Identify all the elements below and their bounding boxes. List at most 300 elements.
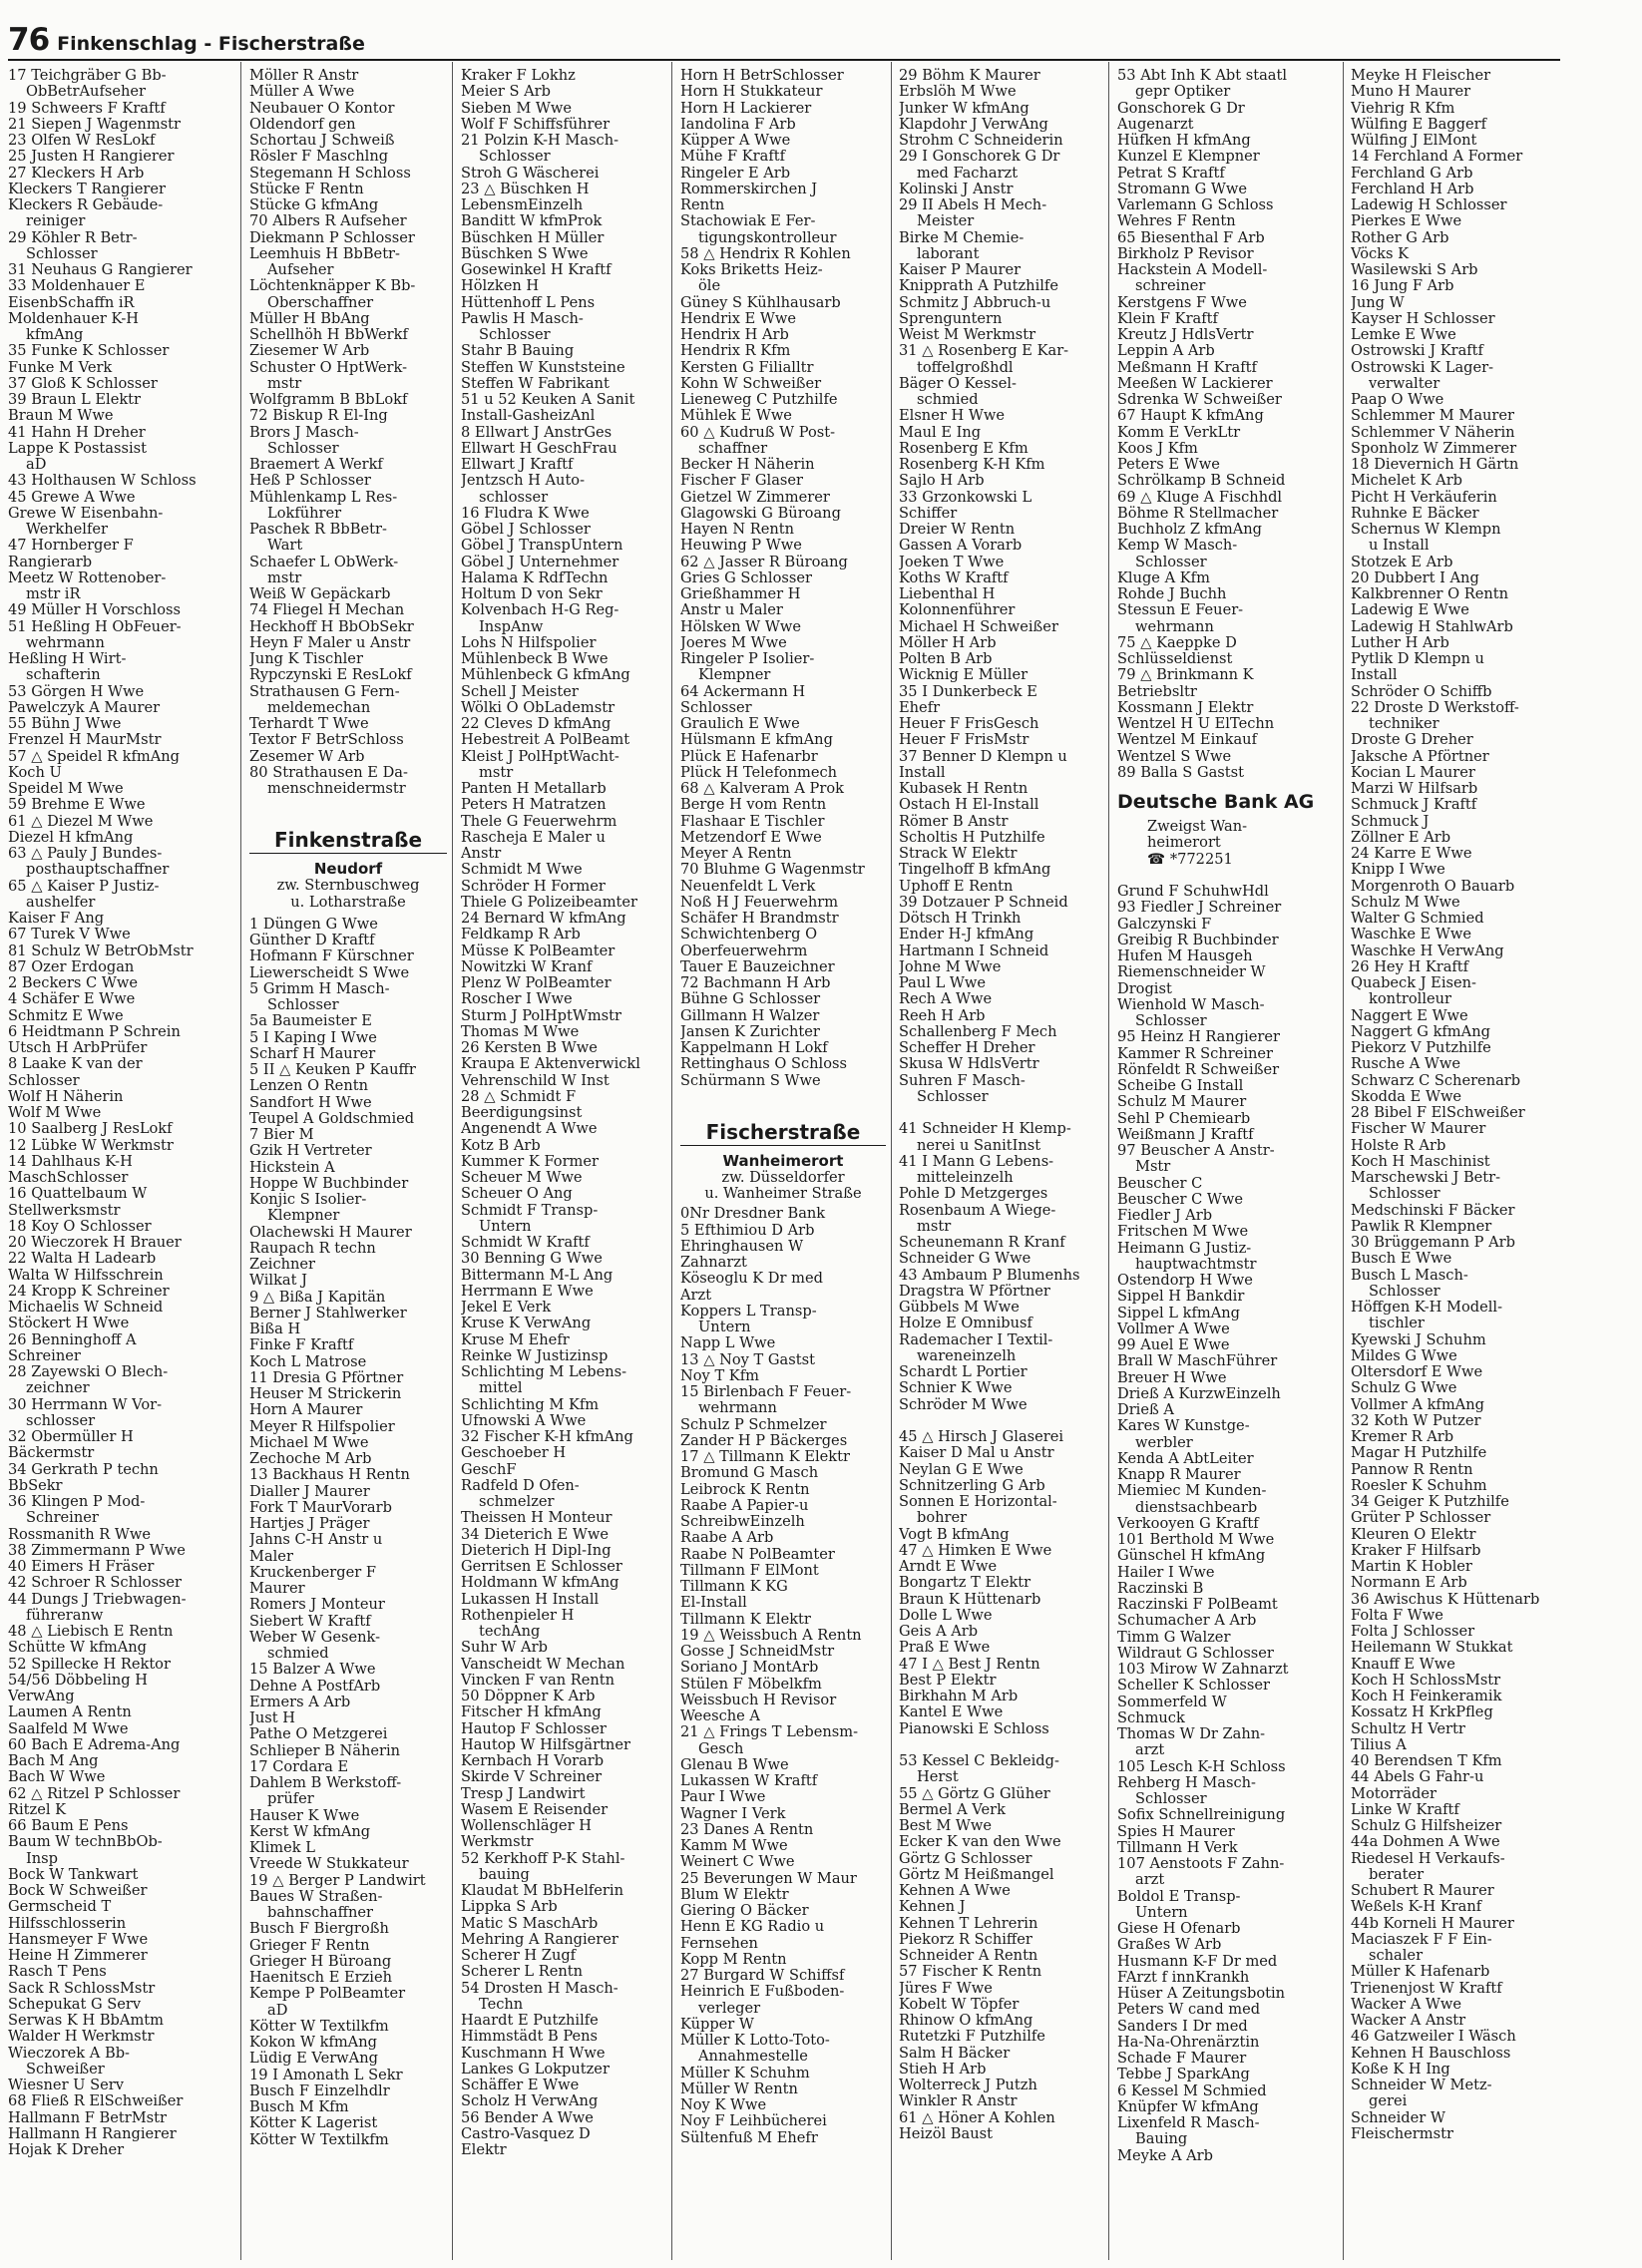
directory-entry-line: Olachewski H Maurer [249, 1224, 412, 1241]
directory-entry-line: Schmidt W Kraftf [461, 1235, 590, 1251]
directory-entry-line: 61 △ Diezel M Wwe [8, 813, 154, 830]
directory-entry-line: Sieben M Wwe [461, 100, 573, 117]
directory-entry-line: Kokon W kfmAng [249, 2035, 377, 2051]
directory-entry-line: hauptwachtmstr [1135, 1256, 1257, 1273]
directory-entry-line: 45 Grewe A Wwe [8, 489, 136, 506]
directory-entry-line: Sehl P Chemiearb [1117, 1110, 1251, 1127]
directory-entry-line: Schultz H Vertr [1351, 1720, 1465, 1737]
directory-entry-line: Schmitz J Abbruch-u [899, 294, 1051, 311]
directory-entry-line: 39 Dotzauer P Schneid [899, 894, 1068, 911]
directory-entry-line: Fischer W Maurer [1351, 1121, 1486, 1138]
directory-entry-line: 70 Bluhme G Wagenmstr [680, 862, 865, 879]
directory-entry-line: Noy T Kfm [680, 1367, 759, 1384]
directory-entry-line: Haenitsch E Erzieh [249, 1970, 393, 1986]
directory-entry-line: Leppin A Arb [1117, 343, 1215, 360]
entry-list [8, 68, 236, 2158]
directory-entry-line: Mühlenkamp L Res- [249, 489, 398, 506]
directory-entry-line: Schwarz C Scherenarb [1351, 1072, 1521, 1089]
directory-entry-line: Scherer H Zugf [461, 1948, 577, 1964]
directory-entry-line: Werkmstr [461, 1834, 534, 1851]
directory-entry-line: Napp L Wwe [680, 1335, 776, 1352]
directory-entry-line: 48 △ Liebisch E Rentn [8, 1624, 174, 1640]
directory-entry-line: Ruhnke E Bäcker [1351, 505, 1479, 522]
directory-entry-line: Kraker F Lokhz [461, 68, 576, 84]
entry-list [1117, 868, 1339, 2164]
directory-entry-line: Kleckers R Gebäude- [8, 197, 164, 213]
directory-entry-line: 44b Korneli H Maurer [1351, 1915, 1514, 1932]
directory-entry-line: bauing [479, 1866, 530, 1883]
directory-entry-line: 22 Droste D Werkstoff- [1351, 699, 1519, 716]
column-5 [899, 68, 1104, 2262]
directory-entry-line: Castro-Vasquez D [461, 2125, 591, 2142]
directory-entry-line: Romers J Monteur [249, 1597, 385, 1614]
directory-entry-line: Holdmann W kfmAng [461, 1575, 619, 1592]
directory-entry-line: Ostrowski K Lager- [1351, 359, 1494, 376]
directory-entry-line: Dehne A PostfArb [249, 1678, 381, 1695]
directory-entry-line: 32 Obermüller H [8, 1429, 134, 1445]
directory-entry-line: 20 Dubbert I Ang [1351, 569, 1479, 586]
directory-entry-line: 50 Döppner K Arb [461, 1689, 596, 1704]
directory-entry-line: Stieh H Arb [899, 2061, 987, 2078]
directory-entry-line: Meier S Arb [461, 84, 551, 101]
directory-entry-line: Höffgen K-H Modell- [1351, 1300, 1503, 1316]
directory-entry-line: Ecker K van den Wwe [899, 1834, 1061, 1851]
district-boundary: u. Wanheimer Straße [704, 1185, 862, 1202]
directory-entry-line: Rohde J Buchh [1117, 586, 1227, 602]
directory-entry-line: Pannow R Rentn [1351, 1461, 1473, 1478]
directory-entry-line: Skodda E Wwe [1351, 1088, 1462, 1105]
directory-entry-line: 8 Laake K van der [8, 1056, 143, 1073]
directory-entry-line: schmied [267, 1646, 329, 1662]
directory-entry-line: Martin K Hobler [1351, 1559, 1472, 1575]
directory-entry-line: Hojak K Dreher [8, 2142, 125, 2158]
directory-entry-line: gepr Optiker [1135, 84, 1231, 101]
directory-entry-line: Wentzel M Einkauf [1117, 732, 1257, 749]
directory-entry-line: Paap O Wwe [1351, 392, 1444, 408]
directory-entry-line: Teupel A Goldschmied [249, 1110, 415, 1127]
directory-entry-line: Luther H Arb [1351, 634, 1449, 651]
directory-entry-line: 57 △ Speidel R kfmAng [8, 748, 180, 765]
directory-entry-line: Install-GasheizAnl [461, 408, 596, 425]
directory-entry-line: Ringeler E Arb [680, 165, 791, 182]
directory-entry-line: Liebenthal H [899, 586, 996, 602]
entry-list [1351, 68, 1560, 2142]
directory-entry-line: Rother G Arb [1351, 229, 1449, 246]
directory-entry-line: Hendrix R Kfm [680, 343, 791, 360]
directory-entry-line: Stücke G kfmAng [249, 197, 379, 213]
directory-entry-line: Müller K Schuhm [680, 2065, 810, 2081]
directory-entry-line: Ostach H El-Install [899, 797, 1039, 814]
directory-entry-line: Schulz M Wwe [1351, 894, 1460, 911]
directory-entry-line: Sajlo H Arb [899, 473, 985, 490]
directory-entry-line: Bock W Tankwart [8, 1866, 139, 1883]
directory-entry-line: Büschken H Müller [461, 229, 605, 246]
directory-entry-line: Tillmann K KG [680, 1579, 788, 1595]
directory-entry-line: Thomas M Wwe [461, 1023, 580, 1040]
directory-entry-line: 5 Grimm H Masch- [249, 980, 390, 997]
directory-entry-line: Busch F Biergroßh [249, 1921, 389, 1938]
directory-entry-line: Schellhöh H BbWerkf [249, 327, 408, 343]
directory-entry-line: Ehefr [899, 699, 941, 716]
directory-entry-line: Tingelhoff B kfmAng [899, 862, 1051, 879]
directory-entry-line: Heuer F FrisGesch [899, 716, 1039, 732]
directory-entry-line: Wagner I Verk [680, 1805, 786, 1822]
directory-entry-line: 46 Gatzweiler I Wäsch [1351, 2029, 1516, 2046]
directory-entry-line: Naggert E Wwe [1351, 1007, 1468, 1024]
directory-entry-line: Brall W MaschFührer [1117, 1353, 1278, 1370]
directory-entry-line: Boldol E Transp- [1117, 1888, 1241, 1905]
directory-entry-line: Heinrich E Fußboden- [680, 1984, 845, 2001]
directory-entry-line: Tebbe J SparkAng [1117, 2067, 1250, 2083]
directory-entry-line: Schröder M Wwe [899, 1396, 1027, 1413]
directory-entry-line: Peters E Wwe [1117, 457, 1220, 473]
directory-entry-line: Install [1351, 667, 1398, 684]
directory-entry-line: Busch E Wwe [1351, 1251, 1452, 1268]
directory-entry-line: Beuscher C Wwe [1117, 1191, 1244, 1208]
directory-entry-line: Ufnowski A Wwe [461, 1412, 587, 1429]
directory-entry-line: 30 Benning G Wwe [461, 1251, 603, 1268]
directory-entry-line: 53 Kessel C Bekleidg- [899, 1753, 1059, 1769]
directory-entry-line: posthauptschaffner [26, 862, 170, 879]
directory-entry-line: Fork T MaurVorarb [249, 1499, 392, 1516]
directory-entry-line: Husmann K-F Dr med [1117, 1953, 1278, 1970]
directory-entry-line: Iandolina F Arb [680, 116, 796, 133]
directory-entry-line: nerei u SanitInst [917, 1137, 1041, 1154]
directory-entry-line: Schneider A Rentn [899, 1948, 1038, 1964]
directory-entry-line: Koths W Kraftf [899, 569, 1009, 586]
directory-entry-line: Sanders I Dr med [1117, 2018, 1248, 2035]
directory-entry-line: Scheffer H Dreher [899, 1040, 1035, 1056]
directory-entry-line: Kersten G Filialltr [680, 359, 814, 376]
directory-entry-line: Müsse K PolBeamter [461, 943, 616, 959]
directory-entry-line: 12 Lübke W Werkmstr [8, 1137, 174, 1154]
directory-entry-line: Gietzel W Zimmerer [680, 489, 830, 506]
directory-entry-line: Lemke E Wwe [1351, 327, 1456, 343]
directory-entry-line: Meister [917, 213, 975, 230]
directory-entry-line: Folta F Wwe [1351, 1607, 1443, 1624]
directory-entry-line: Schlichting M Lebens- [461, 1364, 627, 1380]
directory-entry-line: Linke W Kraftf [1351, 1801, 1459, 1818]
directory-entry-line: Hallmann F BetrMstr [8, 2109, 167, 2126]
directory-entry-line: Weber W Gesenk- [249, 1629, 381, 1646]
directory-entry-line: Elsner H Wwe [899, 408, 1005, 425]
directory-entry-line: Thele G Feuerwehrm [461, 813, 617, 830]
directory-entry-line: Joeres M Wwe [680, 634, 787, 651]
directory-entry-line: Kohn W Schweißer [680, 375, 822, 392]
directory-entry-line: Ringeler P Isolier- [680, 651, 815, 667]
directory-entry-line: bohrer [917, 1510, 968, 1527]
directory-entry-line: Schlosser [267, 997, 339, 1013]
directory-entry-line: 53 Abt Inh K Abt staatl [1117, 68, 1288, 84]
entry-list [899, 68, 1104, 2142]
directory-entry-line: Betriebsltr [1117, 683, 1197, 700]
directory-entry-line: Schlosser [267, 440, 339, 457]
directory-entry-line: Schuster O HptWerk- [249, 359, 408, 376]
directory-entry-line: Müller H BbAng [249, 310, 370, 327]
directory-entry-line: Plenz W PolBeamter [461, 975, 612, 991]
directory-entry-line: Pohle D Metzgerges [899, 1186, 1048, 1203]
directory-entry-line: Kolinski J Anstr [899, 181, 1014, 197]
directory-entry-line: Wolterreck J Putzh [899, 2078, 1037, 2093]
directory-entry-line: Herst [917, 1769, 959, 1786]
directory-entry-line: 8 Ellwart J AnstrGes [461, 424, 613, 441]
directory-entry-line: Lippka S Arb [461, 1899, 558, 1916]
directory-entry-line: Dolle L Wwe [899, 1607, 993, 1624]
directory-entry-line: Grieger F Rentn [249, 1937, 370, 1954]
directory-entry-line: Lieneweg C Putzhilfe [680, 392, 838, 408]
directory-entry-line: Heßling H Wirt- [8, 651, 127, 667]
entry-list [461, 68, 666, 2158]
directory-entry-line: 27 Burgard W Schiffsf [680, 1968, 845, 1984]
directory-entry-line: Dialler J Maurer [249, 1483, 370, 1500]
directory-entry-line: Görtz G Schlosser [899, 1850, 1032, 1867]
directory-entry-line: Michelet K Arb [1351, 473, 1463, 490]
directory-entry-line: Berge H vom Rentn [680, 797, 827, 814]
directory-entry-line: mitteleinzelh [917, 1170, 1014, 1186]
directory-entry-line: Fischer F Glaser [680, 473, 803, 490]
directory-entry-line: LebensmEinzelh [461, 197, 584, 213]
directory-entry-line: Bäger O Kessel- [899, 375, 1017, 392]
directory-entry-line: Joeken T Wwe [899, 554, 1005, 570]
directory-entry-line: Herrmann E Wwe [461, 1283, 594, 1300]
district-name: Neudorf [313, 860, 383, 879]
directory-entry-line: Schäffer E Wwe [461, 2078, 580, 2093]
directory-entry-line: Vollmer A Wwe [1117, 1321, 1230, 1337]
directory-entry-line: Maul E Ing [899, 424, 982, 441]
directory-entry-line: Dieterich H Dipl-Ing [461, 1542, 612, 1559]
directory-entry-line: 21 Polzin K-H Masch- [461, 133, 619, 149]
directory-entry-line: Tillmann F ElMont [680, 1562, 819, 1579]
directory-entry-line: Pianowski E Schloss [899, 1720, 1049, 1737]
directory-entry-line: Fleischermstr [1351, 2125, 1453, 2142]
entry-list [249, 917, 447, 2148]
directory-entry-line: Hendrix H Arb [680, 327, 789, 343]
directory-entry-line: Stroh G Wäscherei [461, 165, 600, 182]
directory-entry-line: Rosenbaum A Wiege- [899, 1202, 1056, 1219]
directory-entry-line: 31 Neuhaus G Rangierer [8, 262, 193, 278]
directory-entry-line: Baues W Straßen- [249, 1888, 383, 1905]
directory-entry-line: Thiele G Polizeibeamter [461, 894, 638, 911]
directory-entry-line: Matic S MaschArb [461, 1915, 599, 1932]
directory-entry-line: Mühlenbeck G kfmAng [461, 667, 630, 684]
directory-entry-line: Techn [479, 1996, 524, 2013]
directory-entry-line: 41 Hahn H Dreher [8, 424, 146, 441]
directory-entry-line: Görtz M Heißmangel [899, 1866, 1054, 1883]
directory-entry-line: wehrmann [1135, 618, 1214, 635]
directory-entry-line: Scheuer O Ang [461, 1186, 573, 1203]
directory-entry-line: Funke M Verk [8, 359, 113, 376]
bank-advert-branch: Zweigst Wan- [1147, 818, 1248, 835]
directory-entry-line: 55 △ Görtz G Glüher [899, 1785, 1050, 1802]
directory-entry-line: 75 △ Kaeppke D [1117, 634, 1237, 651]
directory-entry-line: Raabe A Arb [680, 1530, 774, 1547]
directory-entry-line: Dragstra W Pförtner [899, 1283, 1050, 1300]
directory-entry-line: Germscheid T [8, 1899, 112, 1916]
directory-entry-line: Meyke A Arb [1117, 2147, 1213, 2164]
directory-entry-line: 4 Schäfer E Wwe [8, 991, 136, 1008]
directory-entry-line: Kolvenbach H-G Reg- [461, 602, 619, 619]
directory-entry-line: Kotz B Arb [461, 1137, 541, 1154]
directory-entry-line: Kossmann J Elektr [1117, 699, 1254, 716]
directory-entry-line: werbler [1135, 1434, 1193, 1451]
directory-entry-line: Hautop F Schlosser [461, 1720, 607, 1737]
directory-entry-line: Mühlek E Wwe [680, 408, 792, 425]
directory-entry-line: 66 Baum E Pens [8, 1818, 129, 1834]
directory-entry-line: Heuser M Strickerin [249, 1386, 402, 1402]
entry-list [680, 1206, 886, 2146]
directory-entry-line: Ladewig H StahlwArb [1351, 618, 1513, 635]
directory-entry-line: kfmAng [26, 327, 84, 343]
directory-entry-line: 13 △ Noy T Gastst [680, 1351, 815, 1368]
directory-entry-line: Terhardt T Wwe [249, 716, 369, 732]
directory-entry-line: Schlosser [680, 699, 752, 716]
directory-entry-line: Günschel H kfmAng [1117, 1548, 1266, 1565]
directory-entry-line: Meyer R Hilfspolier [249, 1418, 395, 1435]
directory-entry-line: 72 Biskup R El-Ing [249, 408, 388, 425]
directory-entry-line: Winkler R Anstr [899, 2093, 1018, 2110]
directory-entry-line: 68 Fließ R ElSchweißer [8, 2093, 184, 2110]
directory-entry-line: Rasch T Pens [8, 1964, 107, 1981]
directory-entry-line: Birkhahn M Arb [899, 1689, 1019, 1704]
directory-entry-line: Leibrock K Rentn [680, 1481, 810, 1498]
directory-entry-line: Motorräder [1351, 1785, 1437, 1802]
directory-entry-line: Wollenschläger H [461, 1818, 592, 1834]
directory-entry-line: Geis A Arb [899, 1624, 979, 1640]
directory-entry-line: Göbel J Schlosser [461, 522, 591, 538]
directory-entry-line: Mildes G Wwe [1351, 1347, 1457, 1364]
directory-entry-line: Berner J Stahlwerker [249, 1305, 407, 1322]
directory-entry-line: 36 Awischus K Hüttenarb [1351, 1591, 1540, 1608]
directory-entry-line: Busch F Einzelhdlr [249, 2082, 390, 2099]
directory-entry-line: 13 Backhaus H Rentn [249, 1467, 410, 1484]
directory-entry-line: Kyewski J Schuhm [1351, 1331, 1486, 1348]
directory-entry-line: Schmidt F Transp- [461, 1202, 599, 1219]
directory-entry-line: Komm E VerkLtr [1117, 424, 1241, 441]
directory-entry-line: Banditt W kfmProk [461, 213, 603, 230]
directory-entry-line: 45 △ Hirsch J Glaserei [899, 1429, 1064, 1445]
directory-entry-line: Schaefer L ObWerk- [249, 554, 399, 570]
directory-entry-line: Frenzel H MaurMstr [8, 732, 162, 749]
directory-entry-line: Pawlik R Klempner [1351, 1218, 1492, 1235]
directory-entry-line: Busch L Masch- [1351, 1267, 1468, 1284]
directory-entry-line: 51 Heßling H ObFeuer- [8, 618, 182, 635]
directory-entry-line: Tauer E Bauzeichner [680, 958, 835, 975]
directory-entry-line: Trienenjost W Kraftf [1351, 1980, 1502, 1997]
directory-entry-line: Muno H Maurer [1351, 84, 1471, 101]
directory-entry-line: Oltersdorf E Wwe [1351, 1364, 1483, 1380]
directory-entry-line: Reinke W Justizinsp [461, 1347, 609, 1364]
directory-entry-line: 41 I Mann G Lebens- [899, 1153, 1054, 1170]
directory-entry-line: Kunzel E Klempner [1117, 149, 1260, 166]
directory-entry-line: Sippel H Bankdir [1117, 1289, 1245, 1306]
directory-entry-line: Haardt E Putzhilfe [461, 2013, 599, 2029]
directory-entry-line: Mühe F Kraftf [680, 149, 786, 166]
directory-entry-line: BbSekr [8, 1477, 63, 1494]
directory-entry-line: Wülfing E Baggerf [1351, 116, 1487, 133]
directory-entry-line: Koch L Matrose [249, 1353, 367, 1370]
directory-entry-line: Verkooyen G Kraftf [1117, 1515, 1259, 1532]
directory-entry-line: 16 Jung F Arb [1351, 278, 1454, 295]
directory-entry-line: Pathe O Metzgerei [249, 1726, 388, 1743]
directory-entry-line: El-Install [680, 1595, 747, 1612]
directory-entry-line: Weinert C Wwe [680, 1854, 795, 1871]
directory-entry-line: Wasem E Reisender [461, 1801, 609, 1818]
directory-entry-line: laborant [917, 245, 980, 262]
directory-entry-line: Jung K Tischler [249, 651, 363, 667]
column-divider [1343, 62, 1344, 2260]
directory-entry-line: Moldenhauer K-H [8, 310, 140, 327]
directory-entry-line: Stücke F Rentn [249, 181, 364, 197]
directory-entry-line: 9 △ Bißa J Kapitän [249, 1289, 386, 1306]
directory-entry-line: 20 Wieczorek H Brauer [8, 1235, 182, 1251]
directory-entry-line: Blum W Elektr [680, 1886, 789, 1903]
directory-entry-line: 15 Birlenbach F Feuer- [680, 1384, 852, 1400]
directory-entry-line: Kehnen T Lehrerin [899, 1915, 1038, 1932]
directory-entry-line: 6 Kessel M Schmied [1117, 2082, 1267, 2099]
directory-entry-line: Müller K Hafenarb [1351, 1964, 1490, 1981]
directory-entry-line: Sdrenka W Schweißer [1117, 392, 1282, 408]
directory-entry-line: Heyn F Maler u Anstr [249, 634, 411, 651]
directory-entry-line: Rangierarb [8, 554, 93, 570]
district-name: Wanheimerort [722, 1151, 844, 1170]
directory-entry-line: Bißa H [249, 1322, 301, 1337]
directory-entry-line: Rademacher I Textil- [899, 1331, 1053, 1348]
directory-entry-line: Küpper W [680, 2016, 754, 2033]
directory-entry-line: gerei [1369, 2093, 1408, 2110]
directory-entry-line: Bach M Ang [8, 1753, 99, 1769]
directory-entry-line: Schallenberg F Mech [899, 1023, 1057, 1040]
directory-entry-line: Zander H P Bäckerges [680, 1432, 848, 1449]
directory-entry-line: Böhme R Stellmacher [1117, 505, 1279, 522]
directory-entry-line: Kraupa E Aktenverwickl [461, 1056, 640, 1073]
directory-entry-line: Schneider W Metz- [1351, 2078, 1492, 2093]
directory-entry-line: Sponholz W Zimmerer [1351, 440, 1517, 457]
directory-entry-line: 43 Ambaum P Blumenhs [899, 1267, 1080, 1284]
directory-entry-line: tischler [1369, 1316, 1425, 1332]
directory-entry-line: Weißmann J Kraftf [1117, 1126, 1254, 1143]
directory-entry-line: Bühne G Schlosser [680, 991, 821, 1008]
directory-entry-line: Kalkbrenner O Rentn [1351, 586, 1509, 602]
directory-entry-line: 29 Böhm K Maurer [899, 68, 1040, 84]
directory-entry-line: Galczynski F [1117, 916, 1212, 933]
directory-entry-line: Hebestreit A PolBeamt [461, 732, 630, 749]
directory-entry-line: Sprenguntern [899, 310, 1003, 327]
directory-entry-line: Schmuck [1117, 1709, 1185, 1726]
directory-entry-line: 28 Zayewski O Blech- [8, 1364, 169, 1380]
directory-entry-line: Piekorz V Putzhilfe [1351, 1040, 1491, 1056]
directory-entry-line: Laumen A Rentn [8, 1704, 132, 1721]
directory-entry-line: Bock W Schweißer [8, 1883, 148, 1899]
directory-entry-line: Waschke E Wwe [1351, 927, 1472, 944]
directory-entry-line: Maurer [249, 1581, 305, 1597]
directory-entry-line: Schubert R Maurer [1351, 1883, 1494, 1899]
directory-entry-line: Göbel J Unternehmer [461, 554, 619, 570]
directory-entry-line: Stülen F Möbelkfm [680, 1676, 822, 1693]
directory-entry-line: 65 △ Kaiser P Justiz- [8, 878, 160, 895]
directory-entry-line: Speidel M Wwe [8, 781, 124, 797]
directory-entry-line: Rehberg H Masch- [1117, 1774, 1256, 1791]
directory-entry-line: Annahmestelle [698, 2049, 808, 2066]
directory-entry-line: Oldendorf gen [249, 116, 356, 133]
directory-entry-line: Waschke H VerwAng [1351, 943, 1504, 959]
directory-entry-line: Sippel L kfmAng [1117, 1305, 1240, 1322]
directory-entry-line: Rech A Wwe [899, 991, 993, 1008]
directory-entry-line: Tillmann H Verk [1117, 1839, 1238, 1856]
directory-entry-line: Raczinski F PolBeamt [1117, 1597, 1278, 1613]
directory-entry-line: Schlosser [26, 245, 98, 262]
directory-entry-line: 17 Cordara E [249, 1758, 349, 1775]
directory-entry-line: Ladewig H Schlosser [1351, 197, 1507, 213]
